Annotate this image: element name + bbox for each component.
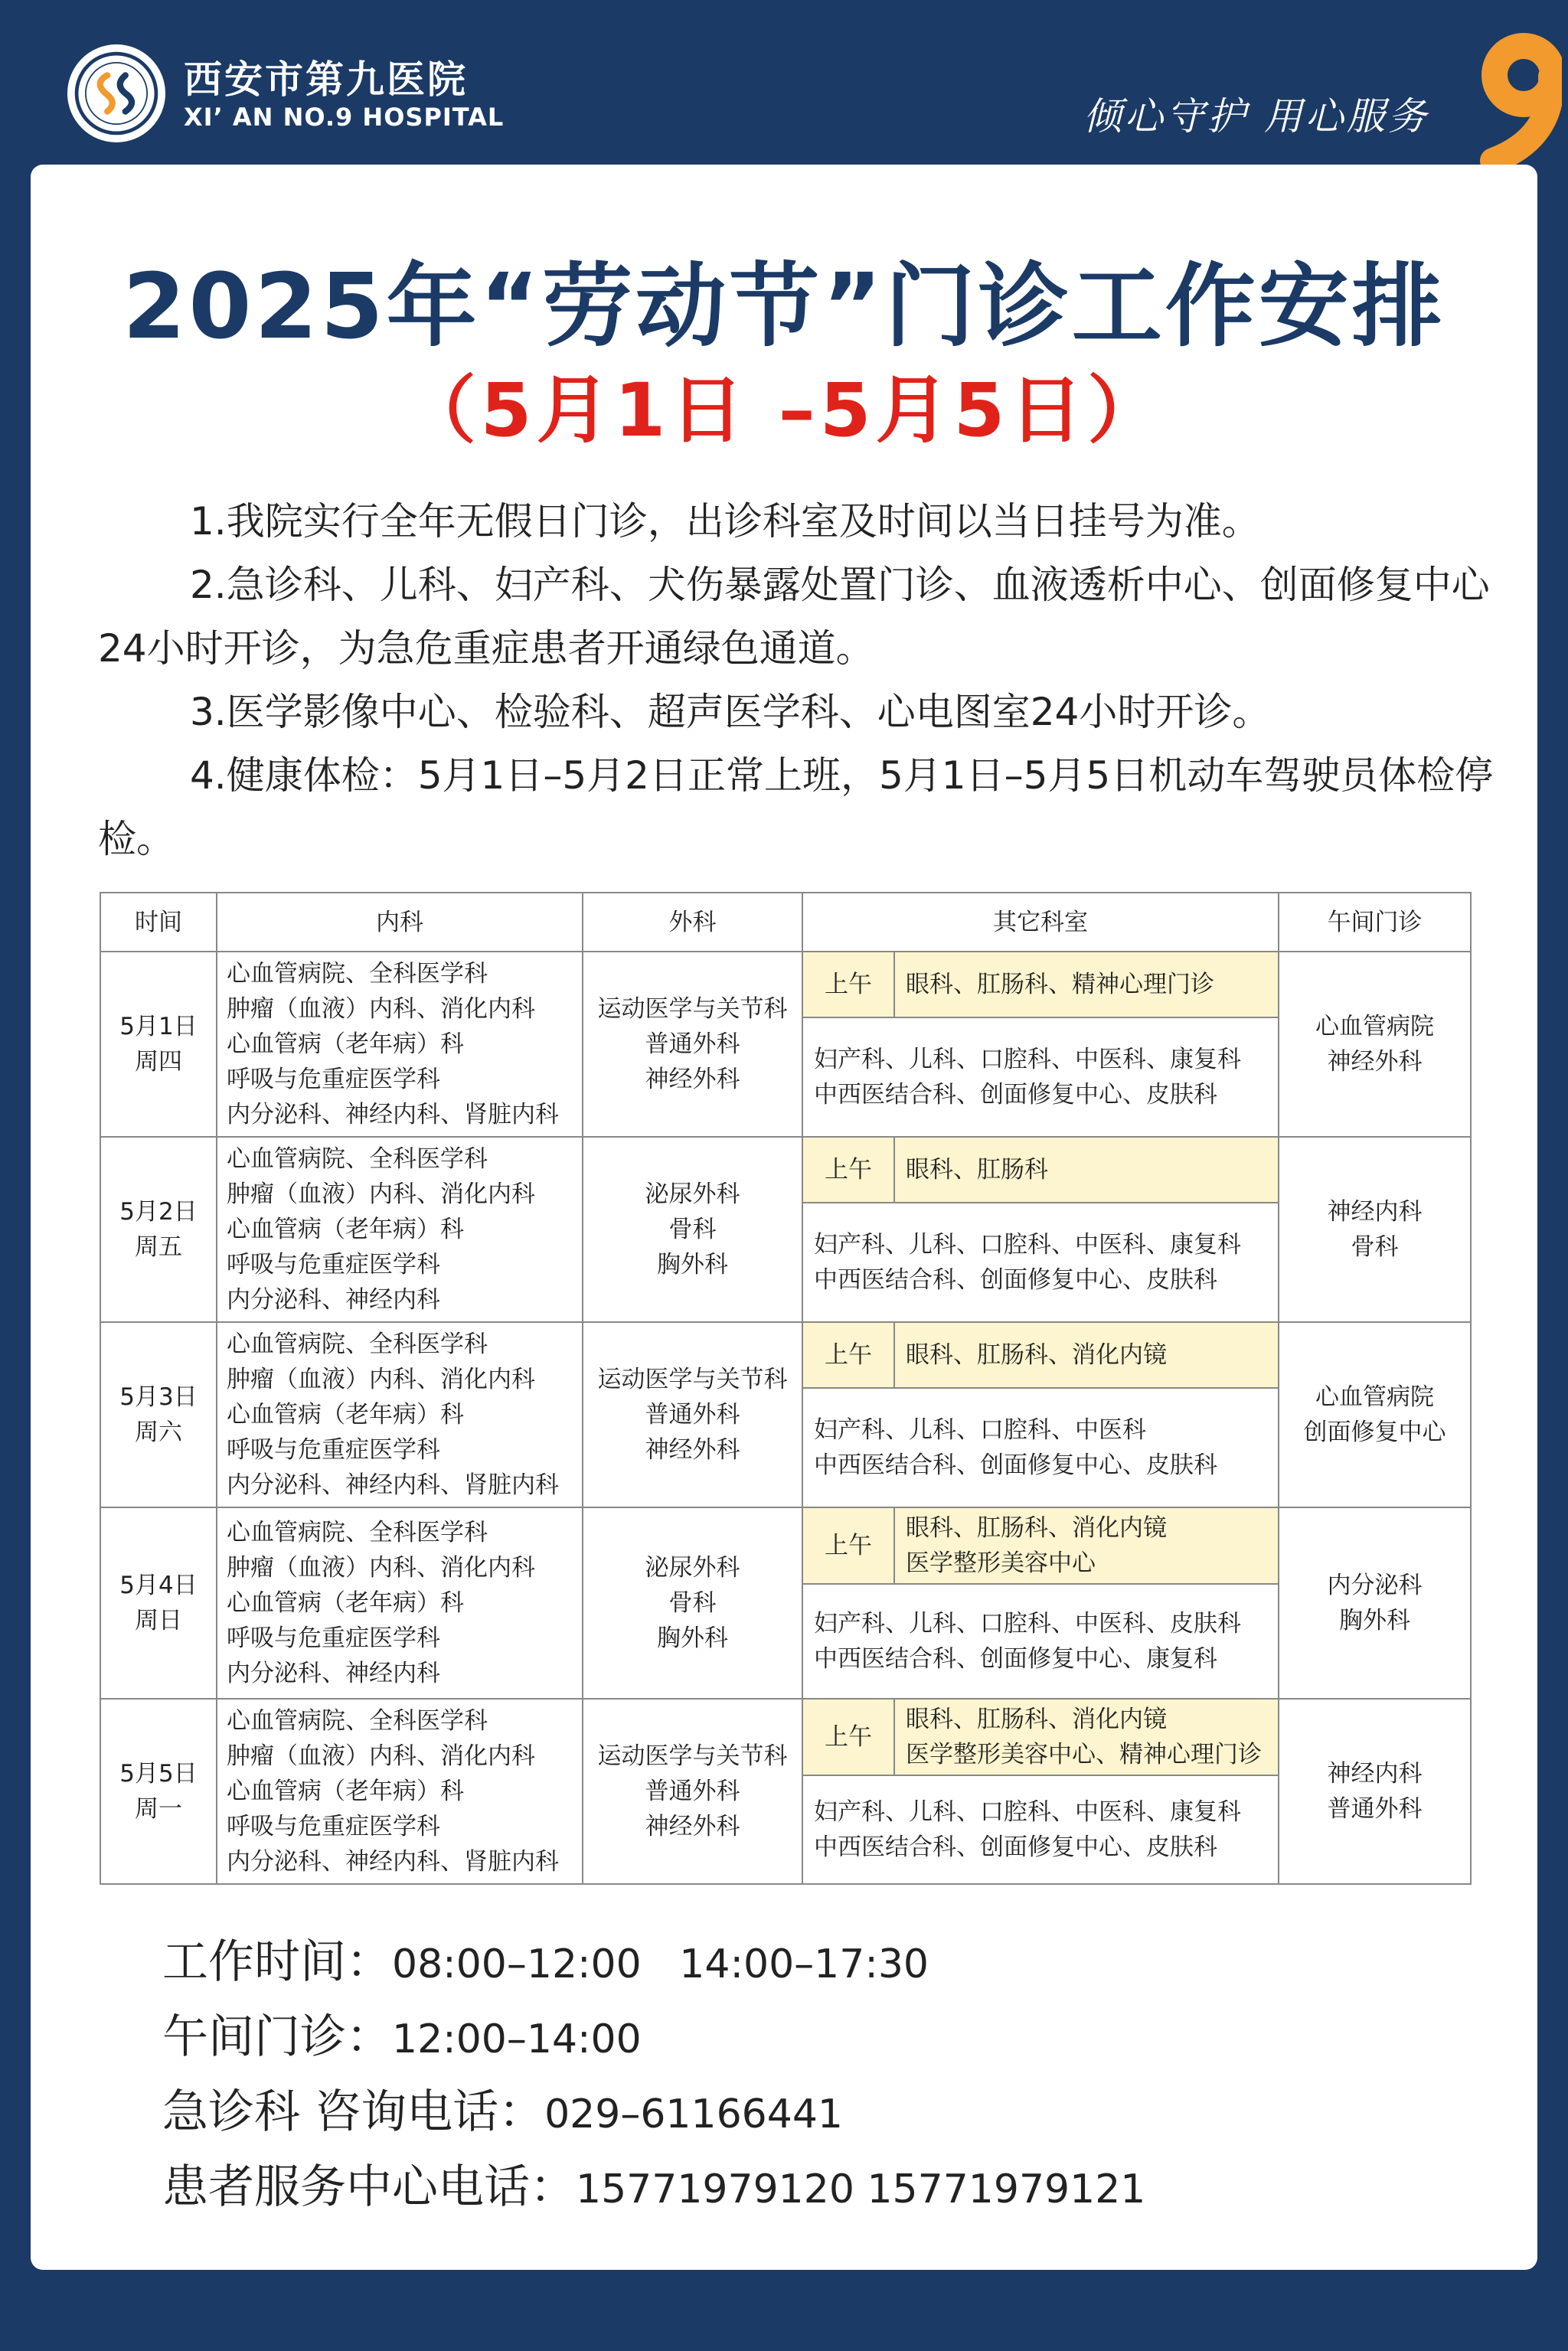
cell-line: 泌尿外科	[645, 1180, 740, 1208]
cell-line: 骨科	[668, 1589, 717, 1617]
cell-line: 心血管病（老年病）科	[227, 1589, 464, 1617]
header-internal: 内科	[217, 893, 583, 952]
number-nine-icon	[1470, 31, 1562, 168]
other-departments-cell	[802, 1137, 1279, 1322]
morning-label: 上午	[803, 1138, 895, 1202]
cell-line: 心血管病院、全科医学科	[227, 1519, 488, 1546]
cell-line: 妇产科、儿科、口腔科、中医科、皮肤科	[814, 1610, 1241, 1638]
cell-line: 肿瘤（血液）内科、消化内科	[227, 995, 535, 1023]
noon-clinic-cell	[1279, 1322, 1471, 1507]
notice-list	[98, 490, 1507, 871]
morning-row	[803, 1508, 1278, 1585]
cell-line: 中西医结合科、创面修复中心、康复科	[814, 1645, 1217, 1673]
cell-line: 内分泌科、神经内科、肾脏内科	[227, 1471, 559, 1499]
page-header	[0, 0, 1568, 165]
cell-line: 运动医学与关节科	[597, 995, 788, 1023]
work-hours: 工作时间：08:00–12:00 14:00–17:30	[162, 1935, 929, 1989]
header-noon: 午间门诊	[1279, 893, 1471, 952]
cell-line: 胸外科	[657, 1624, 728, 1652]
weekday-text: 周五	[135, 1233, 182, 1261]
date-cell	[100, 1507, 217, 1699]
weekday-text: 周四	[135, 1048, 182, 1076]
morning-departments	[895, 952, 1278, 1017]
table-row	[100, 1137, 1471, 1322]
cell-line: 中西医结合科、创面修复中心、皮肤科	[814, 1833, 1217, 1861]
cell-line: 呼吸与危重症医学科	[227, 1066, 440, 1093]
all-day-departments	[803, 1585, 1278, 1698]
all-day-departments	[803, 1203, 1278, 1321]
noon-clinic-cell	[1279, 1699, 1471, 1884]
surgery-cell	[583, 1507, 802, 1699]
cell-line: 眼科、肛肠科	[906, 1156, 1048, 1184]
service-phone: 患者服务中心电话：15771979120 15771979121	[162, 2160, 1146, 2214]
internal-medicine-cell	[217, 1137, 583, 1322]
cell-line: 医学整形美容中心、精神心理门诊	[906, 1741, 1262, 1768]
cell-line: 心血管病（老年病）科	[227, 1030, 464, 1058]
cell-line: 中西医结合科、创面修复中心、皮肤科	[814, 1266, 1217, 1294]
cell-line: 肿瘤（血液）内科、消化内科	[227, 1742, 535, 1770]
page-title: 2025年“劳动节”门诊工作安排	[122, 253, 1446, 359]
contact-info	[162, 1925, 1145, 2225]
internal-medicine-cell	[217, 1507, 583, 1699]
other-departments-cell	[802, 1699, 1279, 1884]
date-text: 5月1日	[119, 1013, 198, 1040]
cell-line: 中西医结合科、创面修复中心、皮肤科	[814, 1451, 1217, 1479]
hospital-logo-icon	[71, 48, 162, 139]
notice-item: 4.健康体检：5月1日–5月2日正常上班，5月1日–5月5日机动车驾驶员体检停检。	[98, 753, 1494, 861]
cell-line: 胸外科	[1339, 1607, 1410, 1634]
cell-line: 肿瘤（血液）内科、消化内科	[227, 1554, 535, 1582]
other-departments-cell	[802, 1322, 1279, 1507]
cell-line: 胸外科	[657, 1251, 728, 1278]
cell-line: 眼科、肛肠科、消化内镜	[906, 1706, 1167, 1733]
date-text: 5月2日	[119, 1198, 198, 1226]
cell-line: 心血管病（老年病）科	[227, 1401, 464, 1429]
noon-hours: 午间门诊：12:00–14:00	[162, 2010, 642, 2064]
cell-line: 中西医结合科、创面修复中心、皮肤科	[814, 1081, 1217, 1109]
date-text: 5月4日	[119, 1572, 198, 1599]
header-surgery: 外科	[583, 893, 802, 952]
cell-line: 神经外科	[645, 1066, 740, 1093]
cell-line: 内分泌科、神经内科	[227, 1286, 440, 1314]
morning-departments	[895, 1700, 1278, 1775]
table-header-row	[100, 893, 1471, 952]
cell-line: 普通外科	[1327, 1795, 1423, 1823]
cell-line: 肿瘤（血液）内科、消化内科	[227, 1180, 535, 1208]
cell-line: 神经外科	[645, 1436, 740, 1464]
noon-clinic-cell	[1279, 952, 1471, 1137]
surgery-cell	[583, 1137, 802, 1322]
date-range: （5月1日 –5月5日）	[402, 367, 1166, 453]
cell-line: 普通外科	[645, 1401, 740, 1429]
notice-item: 2.急诊科、儿科、妇产科、犬伤暴露处置门诊、血液透析中心、创面修复中心24小时开诊，为急危重症患者开通绿色通道。	[98, 563, 1490, 671]
morning-row	[803, 1138, 1278, 1203]
morning-row	[803, 1700, 1278, 1776]
cell-line: 妇产科、儿科、口腔科、中医科、康复科	[814, 1798, 1241, 1826]
cell-line: 骨科	[668, 1216, 717, 1243]
surgery-cell	[583, 1699, 802, 1884]
cell-line: 眼科、肛肠科、消化内镜	[906, 1514, 1167, 1542]
cell-line: 呼吸与危重症医学科	[227, 1251, 440, 1278]
morning-row	[803, 1323, 1278, 1389]
date-text: 5月5日	[119, 1760, 198, 1788]
cell-line: 运动医学与关节科	[597, 1742, 788, 1770]
morning-departments	[895, 1138, 1278, 1202]
date-text: 5月3日	[119, 1383, 198, 1411]
cell-line: 妇产科、儿科、口腔科、中医科	[814, 1416, 1146, 1444]
cell-line: 医学整形美容中心	[906, 1549, 1096, 1577]
cell-line: 心血管病院、全科医学科	[227, 1145, 488, 1173]
cell-line: 呼吸与危重症医学科	[227, 1813, 440, 1840]
header-other: 其它科室	[802, 893, 1279, 952]
date-cell	[100, 1322, 217, 1507]
table-row	[100, 1322, 1471, 1507]
schedule-table	[100, 892, 1472, 1885]
cell-line: 骨科	[1351, 1233, 1399, 1261]
date-cell	[100, 952, 217, 1137]
weekday-text: 周日	[135, 1607, 182, 1634]
date-cell	[100, 1137, 217, 1322]
notice-item: 3.医学影像中心、检验科、超声医学科、心电图室24小时开诊。	[190, 690, 1271, 734]
hospital-name-cn: 西安市第九医院	[184, 57, 468, 102]
other-departments-cell	[802, 1507, 1279, 1699]
noon-clinic-cell	[1279, 1507, 1471, 1699]
internal-medicine-cell	[217, 1322, 583, 1507]
cell-line: 普通外科	[645, 1030, 740, 1058]
cell-line: 妇产科、儿科、口腔科、中医科、康复科	[814, 1231, 1241, 1259]
cell-line: 神经内科	[1327, 1198, 1423, 1226]
internal-medicine-cell	[217, 1699, 583, 1884]
table-row	[100, 952, 1471, 1137]
table-row	[100, 1507, 1471, 1699]
cell-line: 心血管病院、全科医学科	[227, 960, 488, 988]
cell-line: 眼科、肛肠科、消化内镜	[906, 1341, 1167, 1369]
morning-label: 上午	[803, 1508, 895, 1583]
morning-departments	[895, 1323, 1278, 1387]
cell-line: 内分泌科、神经内科、肾脏内科	[227, 1101, 559, 1128]
morning-row	[803, 952, 1278, 1018]
weekday-text: 周六	[135, 1419, 182, 1446]
cell-line: 神经外科	[645, 1813, 740, 1840]
internal-medicine-cell	[217, 952, 583, 1137]
cell-line: 妇产科、儿科、口腔科、中医科、康复科	[814, 1046, 1241, 1073]
surgery-cell	[583, 952, 802, 1137]
hospital-name-en: XI’ AN NO.9 HOSPITAL	[184, 103, 505, 132]
cell-line: 普通外科	[645, 1778, 740, 1805]
weekday-text: 周一	[135, 1795, 182, 1823]
cell-line: 心血管病院、全科医学科	[227, 1707, 488, 1735]
cell-line: 心血管病（老年病）科	[227, 1778, 464, 1805]
morning-departments	[895, 1508, 1278, 1583]
cell-line: 运动医学与关节科	[597, 1366, 788, 1393]
all-day-departments	[803, 1018, 1278, 1136]
table-row	[100, 1699, 1471, 1884]
cell-line: 内分泌科、神经内科	[227, 1660, 440, 1687]
cell-line: 内分泌科	[1327, 1572, 1423, 1599]
cell-line: 心血管病院、全科医学科	[227, 1331, 488, 1358]
all-day-departments	[803, 1389, 1278, 1507]
other-departments-cell	[802, 952, 1279, 1137]
cell-line: 心血管病院	[1315, 1013, 1434, 1040]
noon-clinic-cell	[1279, 1137, 1471, 1322]
cell-line: 呼吸与危重症医学科	[227, 1624, 440, 1652]
cell-line: 心血管病（老年病）科	[227, 1216, 464, 1243]
hospital-logo	[67, 44, 165, 142]
cell-line: 泌尿外科	[645, 1554, 740, 1582]
cell-line: 眼科、肛肠科、精神心理门诊	[906, 971, 1214, 998]
emergency-phone: 急诊科 咨询电话：029–61166441	[162, 2085, 844, 2139]
morning-label: 上午	[803, 1700, 895, 1775]
date-cell	[100, 1699, 217, 1884]
cell-line: 内分泌科、神经内科、肾脏内科	[227, 1848, 559, 1876]
cell-line: 神经内科	[1327, 1760, 1423, 1788]
all-day-departments	[803, 1776, 1278, 1883]
cell-line: 呼吸与危重症医学科	[227, 1436, 440, 1464]
cell-line: 肿瘤（血液）内科、消化内科	[227, 1366, 535, 1393]
header-time: 时间	[100, 893, 217, 952]
slogan: 倾心守护 用心服务	[1083, 94, 1429, 139]
cell-line: 创面修复中心	[1303, 1419, 1446, 1446]
cell-line: 神经外科	[1327, 1048, 1423, 1076]
surgery-cell	[583, 1322, 802, 1507]
cell-line: 心血管病院	[1315, 1383, 1434, 1411]
morning-label: 上午	[803, 952, 895, 1017]
morning-label: 上午	[803, 1323, 895, 1387]
notice-item: 1.我院实行全年无假日门诊，出诊科室及时间以当日挂号为准。	[190, 499, 1260, 544]
